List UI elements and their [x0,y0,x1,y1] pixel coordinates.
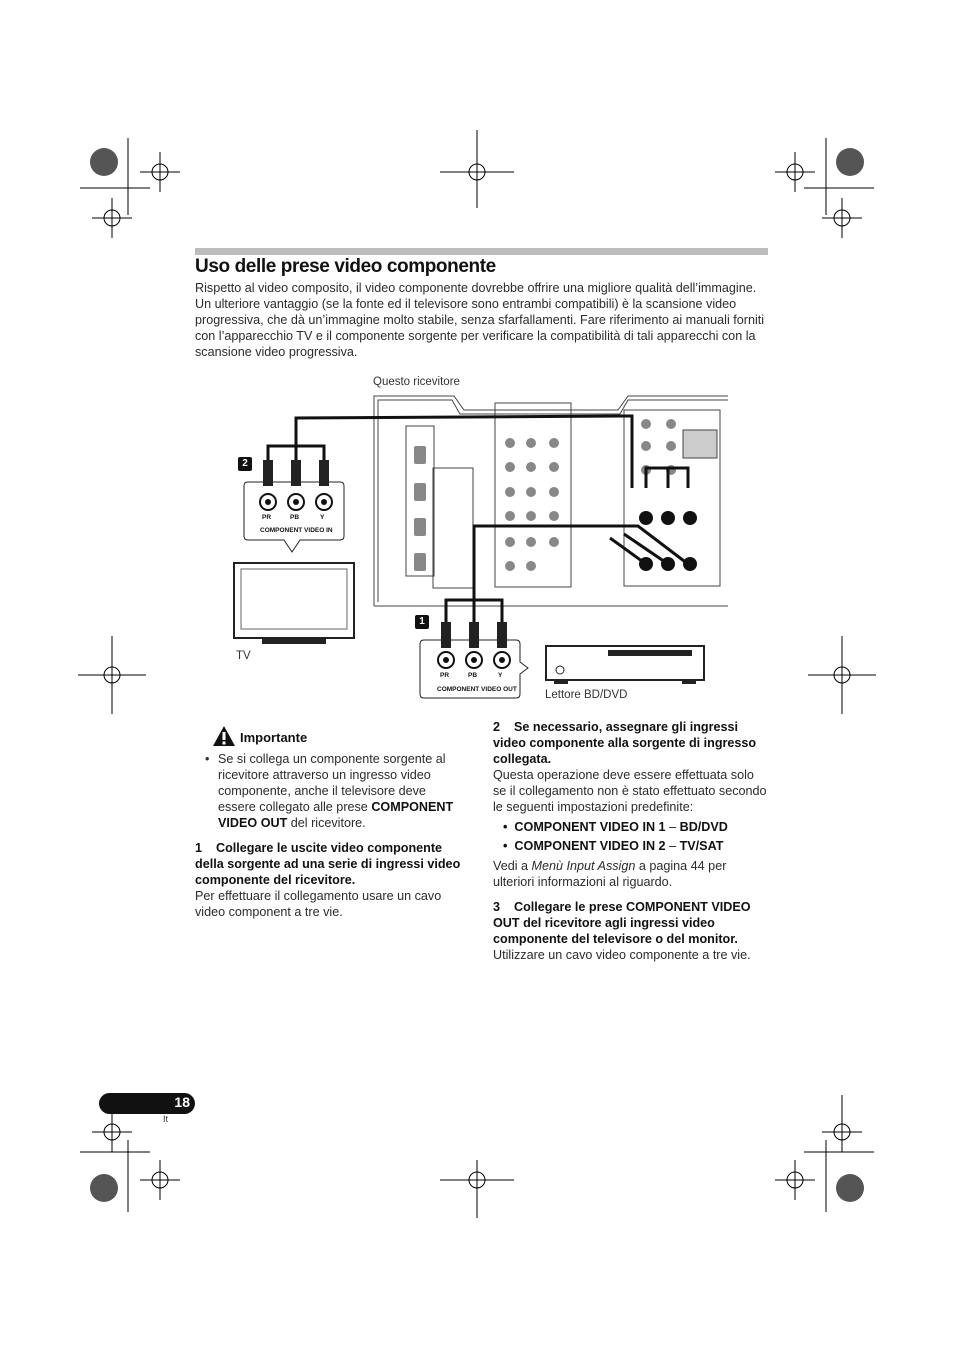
step-3-number: 3 [493,900,501,914]
step-3-body: Utilizzare un cavo video componente a tre vie. [493,948,751,962]
player-jack-pb-label: PB [468,672,478,679]
setting-1-input: COMPONENT VIDEO IN 1 [514,820,666,834]
important-bullet [205,751,467,831]
intro-paragraph: Rispetto al video composito, il video componente dovrebbe offrire una migliore qualità dell’immagine. Un ulteriore vantaggio (se la fonte ed il televisore sono entrambi compatibili) è la scansione video progressiva, che dà un’immagine molto stabile, senza sfarfallamenti. Fare riferimento ai manuali forniti con l’apparecchio TV e il componente sorgente per verificare la compatibilità di tali apparecchi con la scansione video progressiva. [195,281,765,359]
tv-panel-caption: COMPONENT VIDEO IN [260,527,333,534]
receiver-label: Questo ricevitore [373,376,460,388]
player-jack-pr-label: PR [440,672,450,679]
title-rule [195,248,768,255]
receiver-rear-panel [374,396,728,606]
reference-text-a: Vedi a [493,859,532,873]
setting-2-source: TV/SAT [679,839,724,853]
setting-2-input: COMPONENT VIDEO IN 2 [514,839,666,853]
step-2-number: 2 [493,720,501,734]
player-panel-caption: COMPONENT VIDEO OUT [437,686,517,693]
page-number: 18 [174,1094,190,1110]
step-1-body: Per effettuare il collegamento usare un cavo video component a tre vie. [195,889,442,919]
tv-jack-pr-label: PR [262,514,272,521]
bullet-text-b: del ricevitore. [287,816,366,830]
tv-jack-pb-label: PB [290,514,300,521]
important-heading: Importante [240,730,308,745]
reference-menu-name: Menù Input Assign [531,859,636,873]
step-3-heading: Collegare le prese COMPONENT VIDEO OUT del ricevitore agli ingressi video componente del televisore o del monitor. [493,900,751,946]
page-title: Uso delle prese video componente [195,256,496,277]
tv-icon [234,563,354,644]
step-2 [493,719,768,890]
step-badge-2: 2 [238,457,252,471]
player-label: Lettore BD/DVD [545,689,628,701]
step-2-heading: Se necessario, assegnare gli ingressi video componente alla sorgente di ingresso collegata. [493,720,757,766]
step-2-body: Questa operazione deve essere effettuata solo se il collegamento non è stato effettuato secondo le seguenti impostazioni predefinite: [493,768,767,814]
step-1-heading: Collegare le uscite video componente della sorgente ad una serie di ingressi video componente del ricevitore. [195,841,461,887]
bullet-text-a: Se si collega un componente sorgente al ricevitore attraverso un ingresso video componente, anche il televisore deve essere collegato alle prese [218,752,446,814]
connection-diagram [228,388,728,708]
step-1 [195,840,470,920]
language-code: It [163,1114,169,1124]
setting-1-source: BD/DVD [679,820,728,834]
warning-icon [212,725,236,747]
step-2-reference [493,858,768,890]
default-setting-2: • COMPONENT VIDEO IN 2 – TV/SAT [503,839,724,853]
default-setting-1: • COMPONENT VIDEO IN 1 – BD/DVD [503,820,728,834]
reference-text-b: a pagina 44 per ulteriori informazioni al riguardo. [493,859,727,889]
step-3 [493,899,768,963]
bd-dvd-player-icon [546,646,704,684]
bullet-dot: • [205,752,210,766]
bullet-text-bold: COMPONENT VIDEO OUT [218,800,454,830]
tv-input-panel [244,460,344,552]
step-1-number: 1 [195,841,203,855]
setting-1-dash: – [665,820,680,834]
tv-label: TV [236,650,251,662]
player-jack-y-label: Y [498,672,503,679]
step-badge-1: 1 [415,615,429,629]
tv-jack-y-label: Y [320,514,325,521]
setting-2-dash: – [665,839,680,853]
